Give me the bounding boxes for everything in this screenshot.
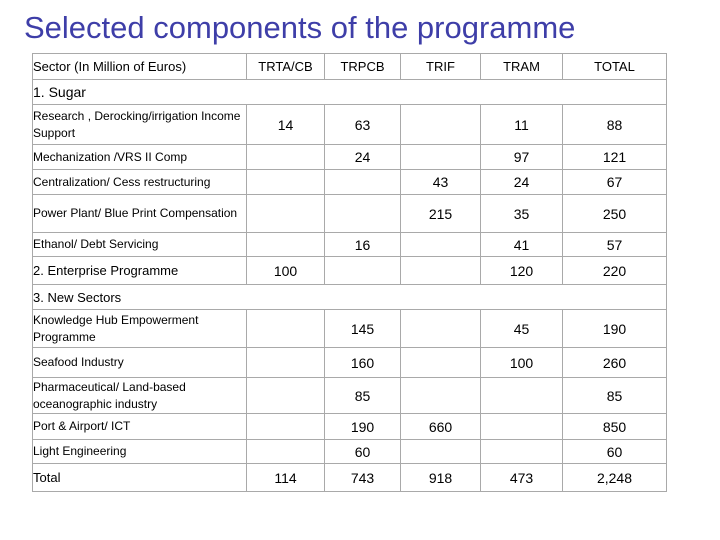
cell-tram: 35 xyxy=(481,195,563,233)
header-total: TOTAL xyxy=(563,54,667,80)
cell-trif: 215 xyxy=(401,195,481,233)
cell-trpcb: 60 xyxy=(325,440,401,464)
cell-tram xyxy=(481,414,563,440)
header-row xyxy=(33,54,667,80)
section-title-new-sectors: 3. New Sectors xyxy=(33,285,667,310)
cell-trta xyxy=(247,414,325,440)
row-label-enterprise: 2. Enterprise Programme xyxy=(33,257,247,285)
table-row xyxy=(33,414,667,440)
cell-trta xyxy=(247,170,325,195)
cell-tram: 97 xyxy=(481,145,563,170)
header-trta: TRTA/CB xyxy=(247,54,325,80)
row-label: Light Engineering xyxy=(33,440,247,464)
cell-total: 67 xyxy=(563,170,667,195)
cell-total: 850 xyxy=(563,414,667,440)
cell-total: 121 xyxy=(563,145,667,170)
cell-trpcb: 24 xyxy=(325,145,401,170)
cell-tram xyxy=(481,440,563,464)
cell-total: 2,248 xyxy=(563,464,667,492)
row-label: Research , Derocking/irrigation Income Support xyxy=(33,105,247,145)
table-row xyxy=(33,440,667,464)
cell-trta: 100 xyxy=(247,257,325,285)
cell-trpcb xyxy=(325,170,401,195)
cell-trpcb: 160 xyxy=(325,348,401,378)
page-title: Selected components of the programme xyxy=(24,10,576,45)
row-label: Power Plant/ Blue Print Compensation xyxy=(33,195,247,233)
cell-trta xyxy=(247,310,325,348)
cell-trif xyxy=(401,440,481,464)
cell-tram: 45 xyxy=(481,310,563,348)
cell-trta xyxy=(247,440,325,464)
table-row xyxy=(33,233,667,257)
cell-trta xyxy=(247,145,325,170)
programme-table xyxy=(32,53,667,492)
cell-trpcb: 743 xyxy=(325,464,401,492)
row-label: Seafood Industry xyxy=(33,348,247,378)
cell-total: 88 xyxy=(563,105,667,145)
cell-trif: 918 xyxy=(401,464,481,492)
cell-tram: 41 xyxy=(481,233,563,257)
cell-tram: 473 xyxy=(481,464,563,492)
cell-tram: 100 xyxy=(481,348,563,378)
cell-trpcb: 145 xyxy=(325,310,401,348)
cell-trif xyxy=(401,105,481,145)
cell-total: 220 xyxy=(563,257,667,285)
row-label: Pharmaceutical/ Land-based oceanographic industry xyxy=(33,378,247,414)
cell-total: 85 xyxy=(563,378,667,414)
row-label: Knowledge Hub Empowerment Programme xyxy=(33,310,247,348)
header-trpcb: TRPCB xyxy=(325,54,401,80)
table-row xyxy=(33,105,667,145)
cell-tram: 24 xyxy=(481,170,563,195)
table-row xyxy=(33,145,667,170)
row-label: Centralization/ Cess restructuring xyxy=(33,170,247,195)
cell-trpcb: 85 xyxy=(325,378,401,414)
cell-trpcb: 16 xyxy=(325,233,401,257)
header-tram: TRAM xyxy=(481,54,563,80)
section-row-new-sectors xyxy=(33,285,667,310)
row-label: Mechanization /VRS II Comp xyxy=(33,145,247,170)
cell-trta: 14 xyxy=(247,105,325,145)
cell-trta xyxy=(247,195,325,233)
cell-trif xyxy=(401,348,481,378)
cell-trpcb: 190 xyxy=(325,414,401,440)
header-sector: Sector (In Million of Euros) xyxy=(33,54,247,80)
cell-total: 190 xyxy=(563,310,667,348)
cell-trif xyxy=(401,378,481,414)
cell-trif xyxy=(401,257,481,285)
cell-trta: 114 xyxy=(247,464,325,492)
cell-trpcb: 63 xyxy=(325,105,401,145)
cell-total: 57 xyxy=(563,233,667,257)
row-label-total: Total xyxy=(33,464,247,492)
cell-trpcb xyxy=(325,195,401,233)
cell-trif: 43 xyxy=(401,170,481,195)
section-row-sugar xyxy=(33,80,667,105)
table-row-enterprise xyxy=(33,257,667,285)
section-title-sugar: 1. Sugar xyxy=(33,80,667,105)
table-row xyxy=(33,195,667,233)
cell-total: 260 xyxy=(563,348,667,378)
table-row-total xyxy=(33,464,667,492)
header-trif: TRIF xyxy=(401,54,481,80)
cell-tram: 120 xyxy=(481,257,563,285)
cell-total: 60 xyxy=(563,440,667,464)
cell-total: 250 xyxy=(563,195,667,233)
cell-trpcb xyxy=(325,257,401,285)
cell-trif xyxy=(401,145,481,170)
table-row xyxy=(33,378,667,414)
row-label: Ethanol/ Debt Servicing xyxy=(33,233,247,257)
table-row xyxy=(33,348,667,378)
row-label: Port & Airport/ ICT xyxy=(33,414,247,440)
cell-trta xyxy=(247,378,325,414)
cell-trif: 660 xyxy=(401,414,481,440)
cell-trta xyxy=(247,348,325,378)
cell-tram xyxy=(481,378,563,414)
cell-tram: 11 xyxy=(481,105,563,145)
table-row xyxy=(33,310,667,348)
cell-trif xyxy=(401,233,481,257)
table-row xyxy=(33,170,667,195)
cell-trif xyxy=(401,310,481,348)
cell-trta xyxy=(247,233,325,257)
